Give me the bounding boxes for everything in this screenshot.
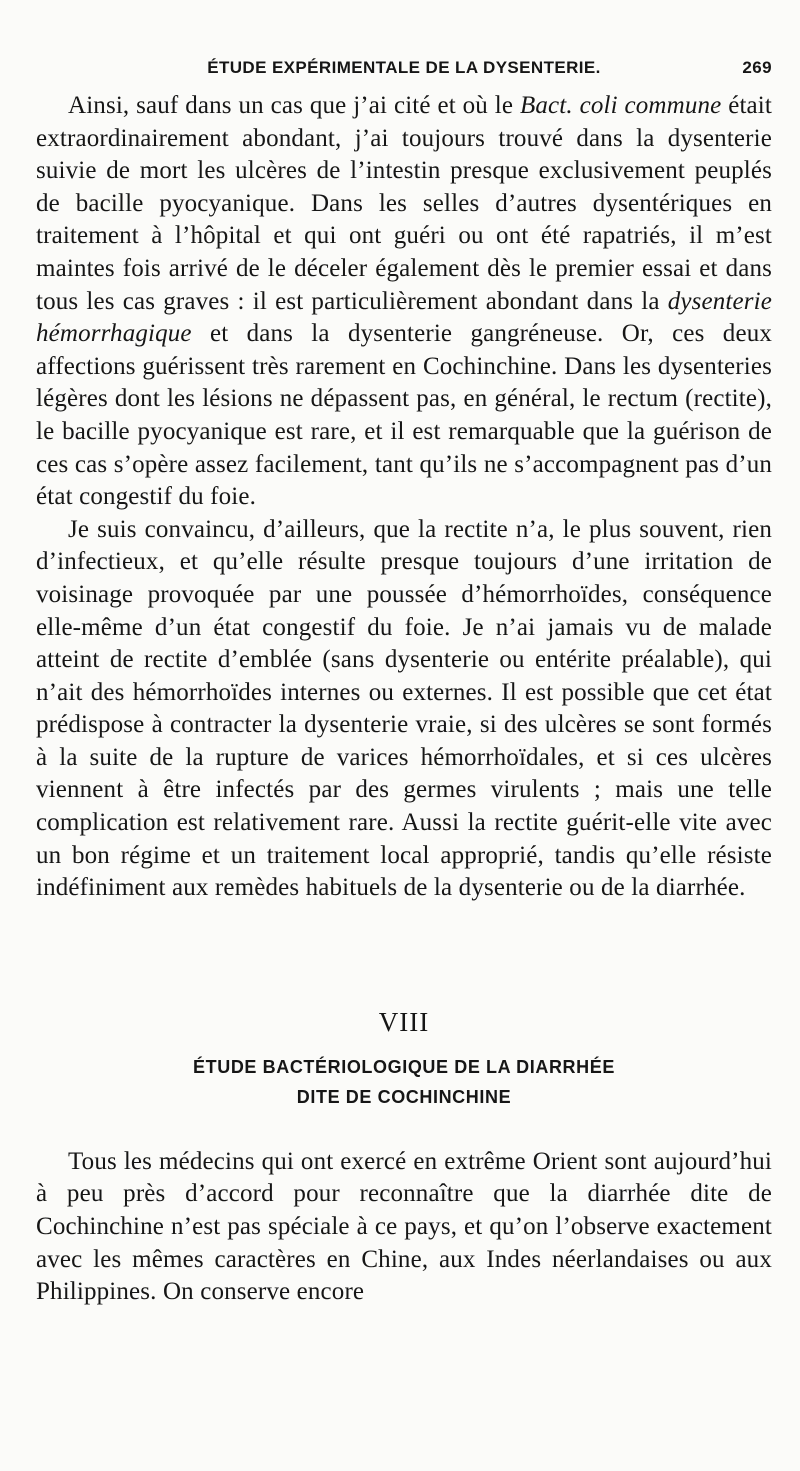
- italic-term-bact-coli: Bact. coli commune: [519, 92, 722, 119]
- text-segment: Je suis convaincu, d’ailleurs, que la rectite n’a, le plus souvent, rien d’infectieux, et qu’elle résulte presque toujours d’une irritation de voisinage provoquée par une poussée d’hémorrhoïdes, conséquence elle-même d’un état congestif du foie. Je n’ai jamais vu de malade atteint de rectite d’emblée (sans dysenterie ou entérite préalable), qui n’ait des hémorrhoïdes internes ou externes. Il est possible que cet état prédispose à contracter la dysenterie vraie, si des ulcères se sont formés à la suite de la rupture de varices hémorrhoïdales, et si ces ulcères viennent à être infectés par des germes virulents ; mais une telle complication est relativement rare. Aussi la rectite guérit-elle vite avec un bon régime et un traitement local approprié, tandis qu’elle résiste indéfiniment aux remèdes habituels de la dysenterie ou de la diarrhée.: [36, 515, 772, 902]
- section-title-line-2: DITE DE COCHINCHINE: [296, 1086, 512, 1107]
- running-title: ÉTUDE EXPÉRIMENTALE DE LA DYSENTERIE.: [207, 58, 601, 77]
- section-title: [36, 1052, 772, 1112]
- paragraph-1: [36, 90, 772, 514]
- body-text: [36, 90, 772, 1309]
- italic-term-dysenterie-hemorrhagique: dysenterie hémorrhagique: [36, 287, 772, 348]
- text-segment: était extraordinairement abondant, j’ai toujours trouvé dans la dysenterie suivie de mort les ulcères de l’intestin presque exclusivement peuplés de bacille pyocyanique. Dans les selles d’autres dysentériques en traitement à l’hôpital et qui ont guéri ou ont été rapatriés, il m’est maintes fois arrivé de le déceler également dès le premier essai et dans tous les cas graves : il est particulièrement abondant dans la: [36, 92, 772, 315]
- section-number: VIII: [378, 1006, 430, 1037]
- text-segment: Ainsi, sauf dans un cas que j’ai cité et où le: [68, 92, 520, 119]
- section-title-line-1: ÉTUDE BACTÉRIOLOGIQUE DE LA DIARRHÉE: [193, 1056, 615, 1077]
- running-head: [36, 58, 772, 82]
- paragraph-3: Tous les médecins qui ont exercé en extrême Orient sont aujourd’hui à peu près d’accord pour reconnaître que la diarrhée dite de Cochinchine n’est pas spéciale à ce pays, et qu’on l’observe exactement avec les mêmes caractères en Chine, aux Indes néerlandaises ou aux Philippines. On conserve encore: [36, 1147, 772, 1306]
- page-number: 269: [742, 58, 772, 77]
- text-segment: et dans la dysenterie gangréneuse. Or, ces deux affections guérissent très rarement en Cochinchine. Dans les dysenteries légères dont les lésions ne dépassent pas, en général, le rectum (rectite), le bacille pyocyanique est rare, et il est remarquable que la guérison de ces cas s’opère assez facilement, tant qu’ils ne s’accompagnent pas d’un état congestif du foie.: [36, 320, 772, 511]
- paragraph-2: [36, 514, 772, 905]
